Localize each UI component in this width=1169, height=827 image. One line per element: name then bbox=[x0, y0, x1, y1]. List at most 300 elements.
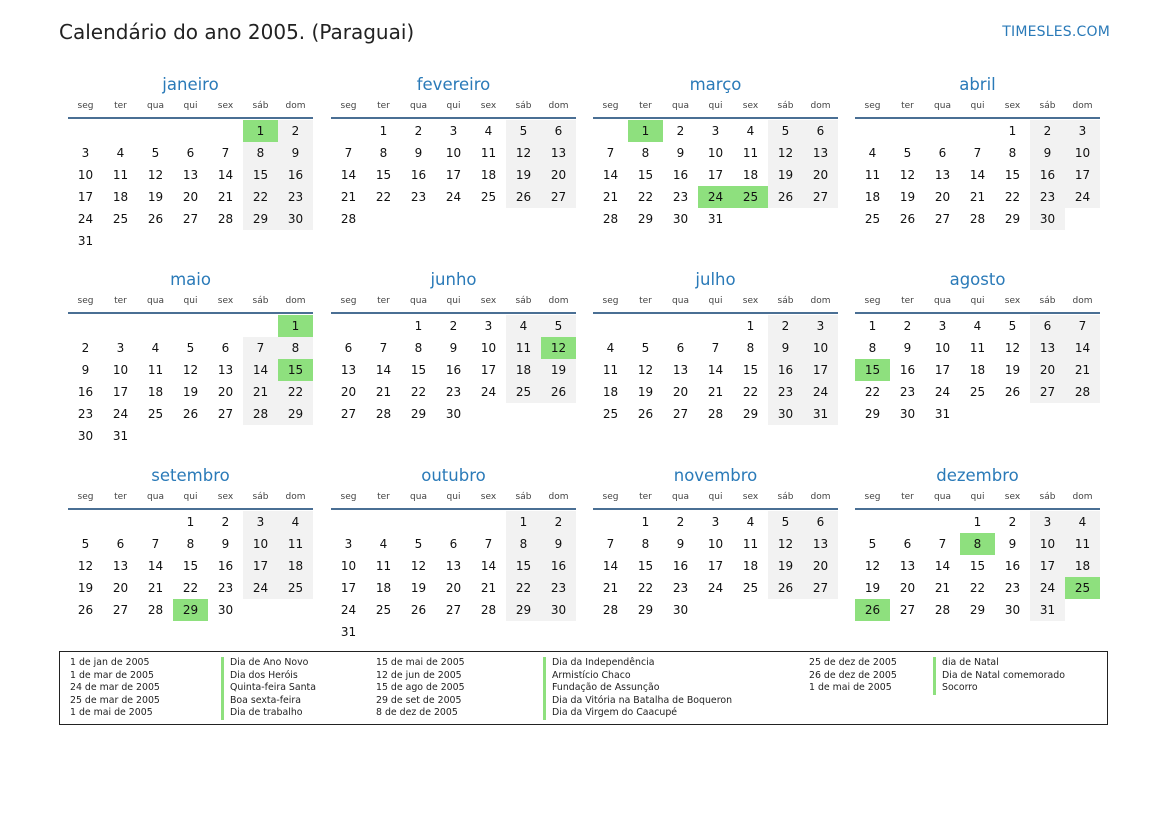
day-cell: 23 bbox=[77, 407, 94, 421]
day-cell: 28 bbox=[147, 603, 164, 617]
day-cell: 4 bbox=[1065, 511, 1100, 533]
day-cell: 29 bbox=[506, 599, 541, 621]
legend-holiday-name: Dia da Vitória na Batalha de Boqueron bbox=[543, 695, 732, 708]
day-cell: 22 bbox=[637, 581, 654, 595]
day-cell: 25 bbox=[864, 212, 881, 226]
day-cell: 5 bbox=[641, 341, 650, 355]
day-cell: 10 bbox=[803, 337, 838, 359]
day-cell: 5 bbox=[903, 146, 912, 160]
day-cell: 5 bbox=[151, 146, 160, 160]
weekday-label: qui bbox=[708, 101, 723, 111]
weekday-label: dom bbox=[548, 296, 569, 306]
month-name: janeiro bbox=[162, 75, 219, 94]
day-cell: 6 bbox=[221, 341, 230, 355]
calendar-grid bbox=[68, 74, 1102, 646]
day-cell: 13 bbox=[112, 559, 129, 573]
weekday-label: dom bbox=[285, 101, 306, 111]
day-cell: 21 bbox=[147, 581, 164, 595]
day-cell: 16 bbox=[217, 559, 234, 573]
day-cell: 10 bbox=[1030, 533, 1065, 555]
legend-holiday-name: Dia dos Heróis bbox=[221, 670, 316, 683]
day-cell: 21 bbox=[243, 381, 278, 403]
day-cell: 27 bbox=[112, 603, 129, 617]
weekday-label: sex bbox=[742, 296, 759, 306]
day-cell: 27 bbox=[541, 186, 576, 208]
day-cell: 19 bbox=[864, 581, 881, 595]
day-cell: 12 bbox=[506, 142, 541, 164]
day-cell: 30 bbox=[1004, 603, 1021, 617]
day-cell: 17 bbox=[803, 359, 838, 381]
day-cell: 11 bbox=[864, 168, 881, 182]
month-name: abril bbox=[959, 75, 996, 94]
empty-cell bbox=[855, 120, 890, 142]
day-cell: 15 bbox=[410, 363, 427, 377]
day-cell: 1 bbox=[379, 124, 388, 138]
day-cell: 22 bbox=[742, 385, 759, 399]
legend-date: 1 de mai de 2005 bbox=[70, 707, 153, 719]
month-7 bbox=[593, 269, 838, 425]
day-cell: 3 bbox=[344, 537, 353, 551]
weekday-label: seg bbox=[340, 296, 357, 306]
weekday-label: seg bbox=[340, 492, 357, 502]
day-cell: 20 bbox=[182, 190, 199, 204]
weekday-label: seg bbox=[864, 101, 881, 111]
day-cell: 25 bbox=[480, 190, 497, 204]
day-cell: 24 bbox=[340, 603, 357, 617]
month-4 bbox=[855, 74, 1100, 230]
day-cell: 9 bbox=[541, 533, 576, 555]
day-cell: 12 bbox=[864, 559, 881, 573]
holiday-day-cell: 26 bbox=[855, 599, 890, 621]
day-cell: 22 bbox=[410, 385, 427, 399]
weekday-label: qua bbox=[934, 492, 951, 502]
day-cell: 10 bbox=[934, 341, 951, 355]
day-cell: 18 bbox=[112, 190, 129, 204]
day-cell: 26 bbox=[77, 603, 94, 617]
day-cell: 14 bbox=[969, 168, 986, 182]
weekday-label: sáb bbox=[1039, 492, 1056, 502]
day-cell: 19 bbox=[506, 164, 541, 186]
day-cell: 20 bbox=[803, 555, 838, 577]
weekday-label: ter bbox=[901, 296, 914, 306]
weekday-label: qui bbox=[446, 296, 461, 306]
empty-cell bbox=[593, 120, 628, 142]
day-cell: 14 bbox=[480, 559, 497, 573]
day-cell: 21 bbox=[480, 581, 497, 595]
days-grid bbox=[855, 120, 1100, 230]
day-cell: 1 bbox=[506, 511, 541, 533]
day-cell: 23 bbox=[1030, 186, 1065, 208]
weekday-label: dom bbox=[285, 296, 306, 306]
day-cell: 5 bbox=[541, 315, 576, 337]
day-cell: 23 bbox=[410, 190, 427, 204]
month-name: junho bbox=[430, 270, 477, 289]
weekday-label: qua bbox=[672, 492, 689, 502]
day-cell: 20 bbox=[899, 581, 916, 595]
weekday-label: qui bbox=[708, 492, 723, 502]
day-cell: 30 bbox=[899, 407, 916, 421]
day-cell: 25 bbox=[969, 385, 986, 399]
empty-cell bbox=[331, 511, 366, 533]
day-cell: 15 bbox=[969, 559, 986, 573]
day-cell: 16 bbox=[410, 168, 427, 182]
day-cell: 8 bbox=[379, 146, 388, 160]
day-cell: 29 bbox=[637, 212, 654, 226]
month-name: fevereiro bbox=[416, 75, 491, 94]
day-cell: 28 bbox=[934, 603, 951, 617]
day-cell: 9 bbox=[221, 537, 230, 551]
day-cell: 5 bbox=[506, 120, 541, 142]
weekday-label: sex bbox=[1004, 101, 1021, 111]
day-cell: 14 bbox=[243, 359, 278, 381]
empty-cell bbox=[593, 511, 628, 533]
weekday-label: sex bbox=[480, 492, 497, 502]
day-cell: 25 bbox=[602, 407, 619, 421]
day-cell: 19 bbox=[768, 555, 803, 577]
day-cell: 10 bbox=[243, 533, 278, 555]
day-cell: 13 bbox=[934, 168, 951, 182]
empty-cell bbox=[925, 511, 960, 533]
weekday-label: sáb bbox=[1039, 101, 1056, 111]
day-cell: 6 bbox=[676, 341, 685, 355]
day-cell: 7 bbox=[606, 146, 615, 160]
day-cell: 6 bbox=[344, 341, 353, 355]
empty-cell bbox=[138, 315, 173, 337]
day-cell: 10 bbox=[707, 146, 724, 160]
day-cell: 8 bbox=[641, 537, 650, 551]
day-cell: 3 bbox=[938, 319, 947, 333]
day-cell: 19 bbox=[637, 385, 654, 399]
empty-cell bbox=[208, 315, 243, 337]
empty-cell bbox=[138, 120, 173, 142]
day-cell: 2 bbox=[1008, 515, 1017, 529]
day-cell: 23 bbox=[672, 190, 689, 204]
day-cell: 14 bbox=[934, 559, 951, 573]
day-cell: 8 bbox=[506, 533, 541, 555]
day-cell: 22 bbox=[506, 577, 541, 599]
days-grid bbox=[68, 315, 313, 447]
day-cell: 27 bbox=[899, 603, 916, 617]
day-cell: 3 bbox=[484, 319, 493, 333]
day-cell: 10 bbox=[445, 146, 462, 160]
month-6 bbox=[331, 269, 576, 425]
empty-cell bbox=[925, 120, 960, 142]
day-cell: 15 bbox=[182, 559, 199, 573]
day-cell: 2 bbox=[768, 315, 803, 337]
day-cell: 23 bbox=[445, 385, 462, 399]
day-cell: 22 bbox=[969, 581, 986, 595]
day-cell: 1 bbox=[186, 515, 195, 529]
day-cell: 11 bbox=[742, 146, 759, 160]
day-cell: 7 bbox=[379, 341, 388, 355]
day-cell: 25 bbox=[375, 603, 392, 617]
day-cell: 31 bbox=[934, 407, 951, 421]
day-cell: 2 bbox=[676, 124, 685, 138]
holiday-day-cell: 8 bbox=[960, 533, 995, 555]
day-cell: 5 bbox=[1008, 319, 1017, 333]
day-cell: 13 bbox=[217, 363, 234, 377]
legend-date: 15 de ago de 2005 bbox=[376, 682, 465, 694]
days-grid bbox=[855, 315, 1100, 425]
days-grid bbox=[593, 511, 838, 621]
weekday-label: dom bbox=[810, 296, 831, 306]
day-cell: 7 bbox=[938, 537, 947, 551]
day-cell: 29 bbox=[742, 407, 759, 421]
days-grid bbox=[331, 120, 576, 230]
legend-holiday-name: Dia de Ano Novo bbox=[221, 657, 316, 670]
day-cell: 13 bbox=[672, 363, 689, 377]
day-cell: 28 bbox=[375, 407, 392, 421]
day-cell: 12 bbox=[77, 559, 94, 573]
weekday-label: ter bbox=[377, 492, 390, 502]
day-cell: 16 bbox=[278, 164, 313, 186]
month-9 bbox=[68, 465, 313, 621]
day-cell: 11 bbox=[1065, 533, 1100, 555]
day-cell: 23 bbox=[768, 381, 803, 403]
day-cell: 18 bbox=[864, 190, 881, 204]
weekday-label: sex bbox=[742, 101, 759, 111]
weekday-label: ter bbox=[639, 296, 652, 306]
day-cell: 30 bbox=[541, 599, 576, 621]
day-cell: 18 bbox=[506, 359, 541, 381]
weekday-label: dom bbox=[810, 492, 831, 502]
day-cell: 13 bbox=[1030, 337, 1065, 359]
empty-cell bbox=[628, 315, 663, 337]
days-grid bbox=[593, 120, 838, 230]
days-grid bbox=[331, 315, 576, 425]
day-cell: 7 bbox=[344, 146, 353, 160]
day-cell: 13 bbox=[182, 168, 199, 182]
day-cell: 7 bbox=[711, 341, 720, 355]
day-cell: 11 bbox=[602, 363, 619, 377]
day-cell: 23 bbox=[217, 581, 234, 595]
day-cell: 30 bbox=[77, 429, 94, 443]
weekday-label: sáb bbox=[515, 101, 532, 111]
weekday-label: ter bbox=[377, 101, 390, 111]
weekday-label: sex bbox=[742, 492, 759, 502]
day-cell: 24 bbox=[480, 385, 497, 399]
month-8 bbox=[855, 269, 1100, 425]
day-cell: 18 bbox=[602, 385, 619, 399]
day-cell: 25 bbox=[147, 407, 164, 421]
weekday-label: sáb bbox=[777, 101, 794, 111]
legend-date: 1 de mai de 2005 bbox=[809, 682, 892, 694]
day-cell: 12 bbox=[637, 363, 654, 377]
month-10 bbox=[331, 465, 576, 643]
day-cell: 17 bbox=[112, 385, 129, 399]
day-cell: 27 bbox=[445, 603, 462, 617]
empty-cell bbox=[173, 315, 208, 337]
day-cell: 13 bbox=[803, 142, 838, 164]
day-cell: 3 bbox=[81, 146, 90, 160]
day-cell: 4 bbox=[746, 124, 755, 138]
day-cell: 17 bbox=[77, 190, 94, 204]
day-cell: 1 bbox=[973, 515, 982, 529]
day-cell: 28 bbox=[340, 212, 357, 226]
day-cell: 27 bbox=[340, 407, 357, 421]
day-cell: 25 bbox=[278, 577, 313, 599]
day-cell: 30 bbox=[445, 407, 462, 421]
day-cell: 8 bbox=[243, 142, 278, 164]
day-cell: 6 bbox=[1030, 315, 1065, 337]
day-cell: 1 bbox=[868, 319, 877, 333]
day-cell: 18 bbox=[480, 168, 497, 182]
day-cell: 10 bbox=[707, 537, 724, 551]
holiday-day-cell: 15 bbox=[855, 359, 890, 381]
weekday-label: qui bbox=[183, 101, 198, 111]
day-cell: 24 bbox=[445, 190, 462, 204]
day-cell: 28 bbox=[602, 603, 619, 617]
holiday-day-cell: 29 bbox=[173, 599, 208, 621]
day-cell: 29 bbox=[864, 407, 881, 421]
day-cell: 24 bbox=[707, 581, 724, 595]
day-cell: 30 bbox=[768, 403, 803, 425]
day-cell: 15 bbox=[1004, 168, 1021, 182]
month-name: março bbox=[689, 75, 742, 94]
day-cell: 16 bbox=[445, 363, 462, 377]
holiday-day-cell: 1 bbox=[278, 315, 313, 337]
empty-cell bbox=[208, 120, 243, 142]
day-cell: 27 bbox=[1030, 381, 1065, 403]
day-cell: 6 bbox=[449, 537, 458, 551]
weekday-label: seg bbox=[864, 296, 881, 306]
day-cell: 31 bbox=[803, 403, 838, 425]
month-12 bbox=[855, 465, 1100, 621]
day-cell: 31 bbox=[77, 234, 94, 248]
day-cell: 8 bbox=[1008, 146, 1017, 160]
day-cell: 26 bbox=[899, 212, 916, 226]
day-cell: 14 bbox=[340, 168, 357, 182]
day-cell: 11 bbox=[147, 363, 164, 377]
day-cell: 15 bbox=[243, 164, 278, 186]
weekday-label: sáb bbox=[252, 492, 269, 502]
day-cell: 3 bbox=[243, 511, 278, 533]
legend-date: 8 de dez de 2005 bbox=[376, 707, 458, 719]
brand-link[interactable]: TIMESLES.COM bbox=[1002, 24, 1110, 40]
day-cell: 26 bbox=[506, 186, 541, 208]
day-cell: 2 bbox=[278, 120, 313, 142]
weekday-label: dom bbox=[810, 101, 831, 111]
day-cell: 4 bbox=[379, 537, 388, 551]
empty-cell bbox=[138, 511, 173, 533]
day-cell: 19 bbox=[1004, 363, 1021, 377]
weekday-label: qua bbox=[147, 492, 164, 502]
weekday-label: sáb bbox=[252, 296, 269, 306]
weekday-label: sex bbox=[480, 101, 497, 111]
weekday-label: dom bbox=[1072, 492, 1093, 502]
month-name: outubro bbox=[421, 466, 486, 485]
weekday-label: qua bbox=[410, 492, 427, 502]
day-cell: 10 bbox=[480, 341, 497, 355]
month-name: maio bbox=[170, 270, 211, 289]
day-cell: 30 bbox=[217, 603, 234, 617]
days-grid bbox=[68, 120, 313, 252]
day-cell: 5 bbox=[868, 537, 877, 551]
legend-date: 1 de jan de 2005 bbox=[70, 657, 150, 668]
weekday-header bbox=[331, 97, 576, 119]
weekday-label: sex bbox=[1004, 492, 1021, 502]
holiday-day-cell: 25 bbox=[1065, 577, 1100, 599]
empty-cell bbox=[593, 315, 628, 337]
day-cell: 27 bbox=[803, 577, 838, 599]
weekday-label: seg bbox=[602, 492, 619, 502]
day-cell: 26 bbox=[768, 186, 803, 208]
day-cell: 6 bbox=[803, 120, 838, 142]
day-cell: 18 bbox=[147, 385, 164, 399]
legend-holiday-name: Armistício Chaco bbox=[543, 670, 732, 683]
day-cell: 28 bbox=[217, 212, 234, 226]
day-cell: 31 bbox=[340, 625, 357, 639]
day-cell: 11 bbox=[506, 337, 541, 359]
day-cell: 31 bbox=[1030, 599, 1065, 621]
month-name: julho bbox=[695, 270, 736, 289]
day-cell: 9 bbox=[676, 537, 685, 551]
day-cell: 20 bbox=[934, 190, 951, 204]
day-cell: 27 bbox=[803, 186, 838, 208]
day-cell: 6 bbox=[803, 511, 838, 533]
day-cell: 19 bbox=[410, 581, 427, 595]
day-cell: 29 bbox=[969, 603, 986, 617]
empty-cell bbox=[103, 315, 138, 337]
weekday-header bbox=[68, 292, 313, 314]
weekday-label: sáb bbox=[1039, 296, 1056, 306]
legend-name-column bbox=[543, 657, 732, 720]
day-cell: 18 bbox=[742, 559, 759, 573]
weekday-label: dom bbox=[285, 492, 306, 502]
holiday-day-cell: 25 bbox=[733, 186, 768, 208]
day-cell: 21 bbox=[340, 190, 357, 204]
day-cell: 20 bbox=[672, 385, 689, 399]
day-cell: 21 bbox=[707, 385, 724, 399]
day-cell: 13 bbox=[899, 559, 916, 573]
empty-cell bbox=[173, 120, 208, 142]
weekday-header bbox=[855, 488, 1100, 510]
holiday-day-cell: 24 bbox=[698, 186, 733, 208]
day-cell: 1 bbox=[641, 515, 650, 529]
day-cell: 22 bbox=[864, 385, 881, 399]
legend-date: 25 de dez de 2005 bbox=[809, 657, 897, 668]
day-cell: 11 bbox=[375, 559, 392, 573]
weekday-label: qui bbox=[970, 492, 985, 502]
month-name: dezembro bbox=[936, 466, 1019, 485]
weekday-label: sáb bbox=[515, 296, 532, 306]
day-cell: 2 bbox=[221, 515, 230, 529]
day-cell: 27 bbox=[182, 212, 199, 226]
legend-date: 26 de dez de 2005 bbox=[809, 669, 897, 681]
day-cell: 3 bbox=[116, 341, 125, 355]
day-cell: 16 bbox=[768, 359, 803, 381]
day-cell: 9 bbox=[449, 341, 458, 355]
day-cell: 19 bbox=[182, 385, 199, 399]
holiday-day-cell: 1 bbox=[628, 120, 663, 142]
legend-holiday-name: Dia de trabalho bbox=[221, 707, 316, 720]
day-cell: 13 bbox=[541, 142, 576, 164]
day-cell: 21 bbox=[1065, 359, 1100, 381]
day-cell: 6 bbox=[903, 537, 912, 551]
weekday-label: ter bbox=[114, 101, 127, 111]
day-cell: 4 bbox=[151, 341, 160, 355]
legend-date: 29 de set de 2005 bbox=[376, 694, 462, 706]
day-cell: 30 bbox=[278, 208, 313, 230]
day-cell: 26 bbox=[1004, 385, 1021, 399]
day-cell: 28 bbox=[480, 603, 497, 617]
day-cell: 21 bbox=[602, 581, 619, 595]
weekday-label: seg bbox=[602, 296, 619, 306]
day-cell: 4 bbox=[868, 146, 877, 160]
weekday-label: sáb bbox=[777, 296, 794, 306]
holiday-day-cell: 12 bbox=[541, 337, 576, 359]
day-cell: 25 bbox=[506, 381, 541, 403]
